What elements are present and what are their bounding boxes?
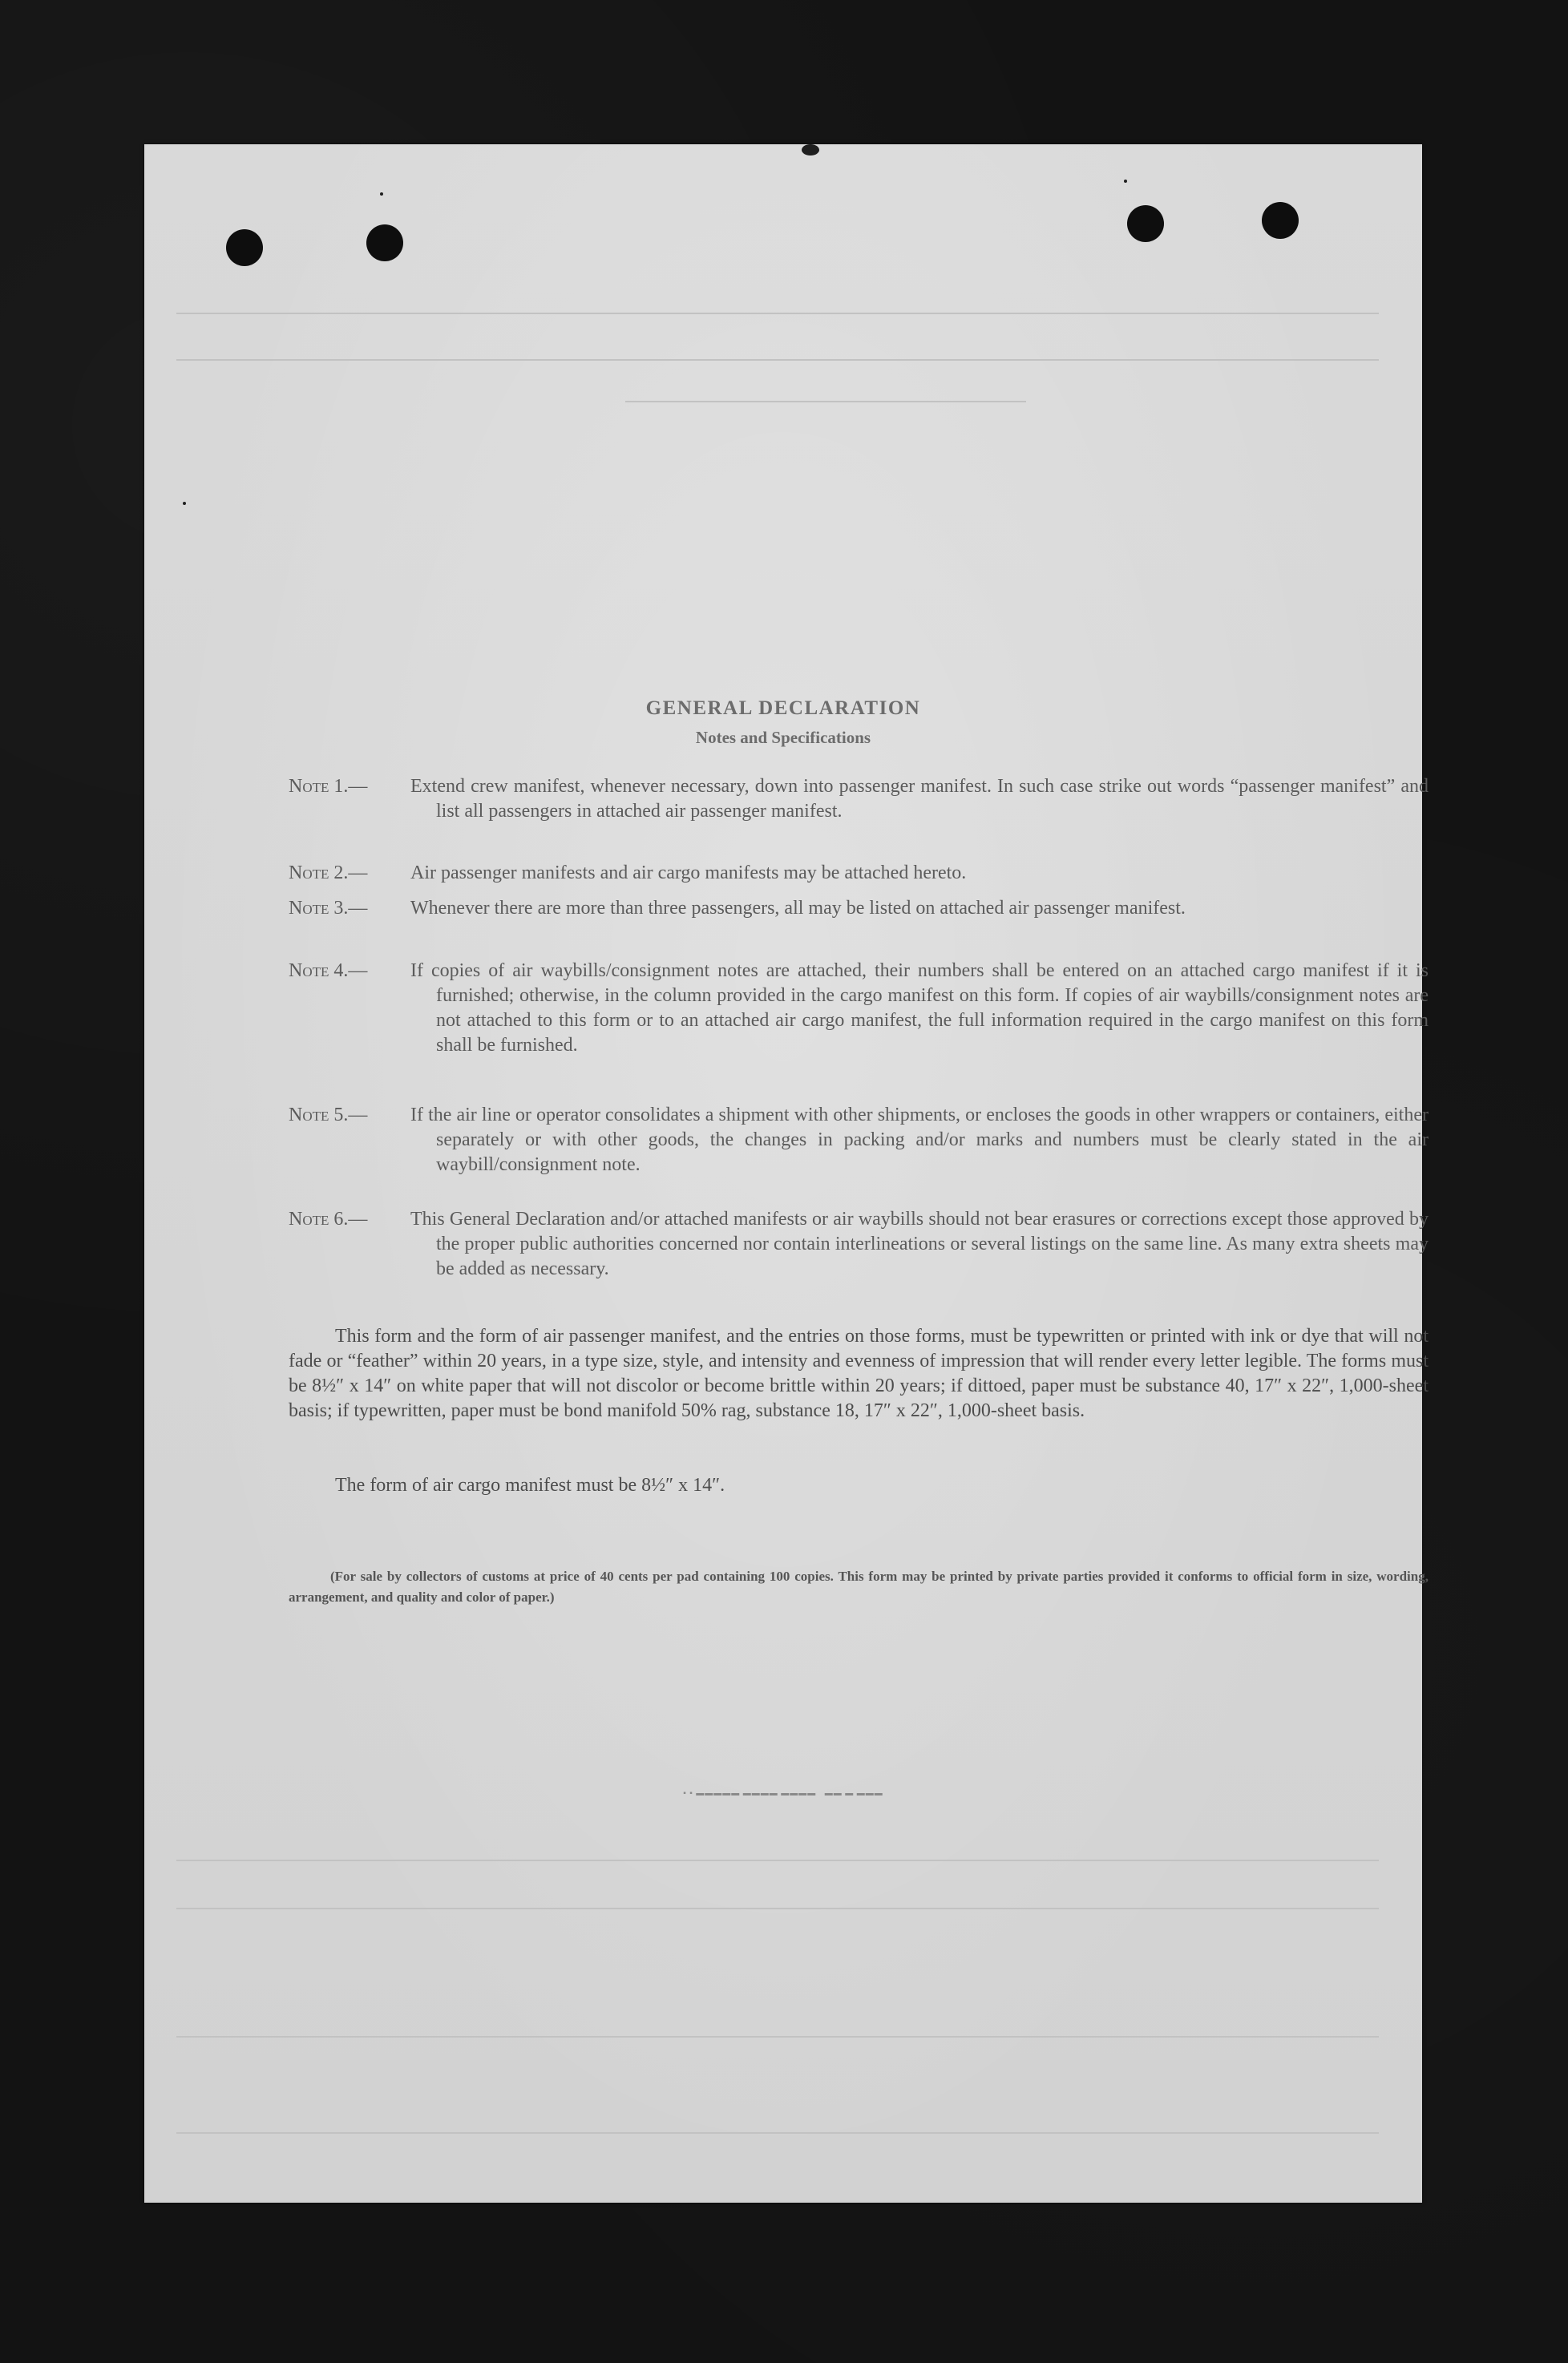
note-4: [289, 959, 1429, 1058]
note-5: [289, 1103, 1429, 1177]
punch-hole-right-1: [1127, 205, 1164, 242]
speck: [183, 502, 186, 505]
show-through-rule: [176, 313, 1379, 314]
note-1: [289, 774, 1429, 824]
form-specification-paragraph: This form and the form of air passenger manifest, and the entries on those forms, must be typewritten or printed with ink or dye that will not fade or “feather” within 20 years, in a type size, style, and intensity and evenness of impression that will render every letter legible. The forms must be 8½″ x 14″ on white paper that will not discolor or become brittle within 20 years; if dittoed, paper must be substance 40, 17″ x 22″, 1,000-sheet basis; if typewritten, paper must be bond manifold 50% rag, substance 18, 17″ x 22″, 1,000-sheet basis.: [289, 1326, 1429, 1421]
speck: [380, 192, 383, 196]
note-label: Note 6.—: [289, 1209, 368, 1230]
note-text: Air passenger manifests and air cargo manifests may be attached hereto.: [410, 862, 967, 883]
show-through-rule: [176, 2132, 1379, 2134]
punch-hole-left-1: [226, 229, 263, 266]
show-through-rule: [176, 1860, 1379, 1861]
sale-note: (For sale by collectors of customs at price of 40 cents per pad containing 100 copies. This form may be printed by private parties provided it conforms to official form in size, wording, arrangement, and quality and color of paper.): [289, 1569, 1429, 1605]
note-text: If the air line or operator consolidates a shipment with other shipments, or encloses the goods in other wrappers or containers, either separately or with other goods, the changes in packing and/or marks and numbers must be clearly stated in the air waybill/consignment note.: [410, 1105, 1429, 1175]
show-through-rule: [176, 1908, 1379, 1909]
note-label: Note 4.—: [289, 960, 368, 981]
note-label: Note 1.—: [289, 776, 368, 797]
show-through-rule: [176, 2036, 1379, 2038]
note-3: [289, 896, 1429, 921]
note-text: Extend crew manifest, whenever necessary, down into passenger manifest. In such case strike out words “passenger manifest” and list all passengers in attached air passenger manifest.: [410, 776, 1429, 822]
punch-hole-right-2: [1262, 202, 1299, 239]
speck: [802, 144, 819, 156]
note-6: [289, 1207, 1429, 1282]
note-label: Note 2.—: [289, 862, 368, 883]
note-label: Note 3.—: [289, 898, 368, 919]
show-through-rule: [176, 359, 1379, 361]
note-label: Note 5.—: [289, 1105, 368, 1125]
note-text: If copies of air waybills/consignment notes are attached, their numbers shall be entered on an attached cargo manifest if it is furnished; otherwise, in the column provided in the cargo manifest on this form. If copies of air waybills/consignment notes are not attached to this form or to an attached air cargo manifest, the full information required in the cargo manifest on this form shall be furnished.: [410, 960, 1429, 1056]
punch-hole-left-2: [366, 224, 403, 261]
speck: [1124, 180, 1127, 183]
cargo-manifest-specification: The form of air cargo manifest must be 8½″ x 14″.: [335, 1475, 725, 1496]
show-through-rule: [625, 401, 1026, 402]
document-page: [144, 144, 1429, 2203]
printing-office-imprint: ▪ ▪ ▬▬▬▬▬ ▬▬▬▬ ▬▬▬▬ ▬▬ ▬ ▬▬▬: [683, 1789, 883, 1798]
note-2: [289, 861, 1429, 886]
page-subtitle: Notes and Specifications: [695, 728, 871, 747]
note-text: Whenever there are more than three passengers, all may be listed on attached air passenger manifest.: [410, 898, 1186, 919]
page-title: GENERAL DECLARATION: [645, 697, 921, 719]
note-text: This General Declaration and/or attached manifests or air waybills should not bear erasures or corrections except those approved by the proper public authorities concerned nor contain interlineations or several listings on the same line. As many extra sheets may be added as necessary.: [410, 1209, 1429, 1279]
